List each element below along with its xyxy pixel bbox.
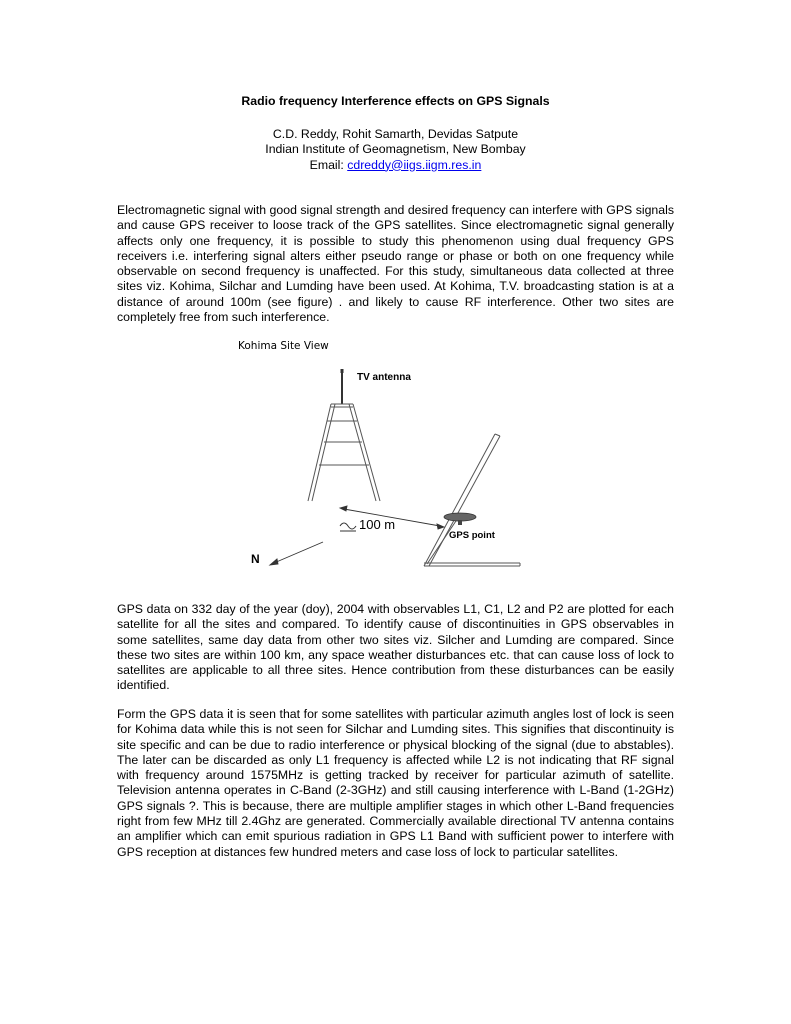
email-link[interactable]: cdreddy@iigs.iigm.res.in (347, 157, 482, 172)
email-line (0, 158, 791, 173)
distance-label: 100 m (359, 517, 396, 532)
paper-title: Radio frequency Interference effects on GPS Signals (241, 94, 550, 108)
paragraph-analysis: Form the GPS data it is seen that for some satellites with particular azimuth angles lost of lock is seen for Kohima data while this is not seen for Silchar and Lumding sites. This signifies that discontinuity is site specific and can be due to radio interference or physical blocking of the signal (due to abstables). The later can be discarded as only L1 frequency is affected while L2 is not indicating that RF signal with frequency around 1575MHz is getting tracked by receiver for particular azimuth of satellite. Television antenna operates in C-Band (2-3GHz) and still causing interference with L-Band (1-2GHz) GPS signals ?. This is because, there are multiple amplifier stages in which other L-Band frequencies right from few MHz till 2.4Ghz are generated. Commercially available directional TV antenna contains an amplifier which can emit spurious radiation in GPS L1 Band with sufficient power to interfere with GPS reception at distances few hundred meters and case loss of lock to particular satellites. (117, 707, 674, 859)
paragraph-data: GPS data on 332 day of the year (doy), 2004 with observables L1, C1, L2 and P2 are plotted for each satellite for all the sites and compared. To identify cause of discontinuities in GPS observables in some satellites, same day data from other two sites viz. Silcher and Lumding are compared. Since these two sites are within 100 km, any space weather disturbances etc. that can cause loss of lock to satellites are applicable to all three sites. Hence contribution from these disturbances can be easily identified. (117, 602, 674, 693)
tv-antenna-icon (308, 369, 380, 501)
north-label: N (251, 552, 260, 566)
tv-antenna-label: TV antenna (357, 372, 411, 383)
affiliation: Indian Institute of Geomagnetism, New Bombay (265, 142, 526, 157)
kohima-site-figure (230, 338, 530, 573)
author-block (0, 127, 791, 173)
gps-mast-icon (424, 434, 520, 566)
north-arrow-icon (270, 542, 323, 565)
gps-point-label: GPS point (449, 530, 495, 541)
paragraph-intro: Electromagnetic signal with good signal strength and desired frequency can interfere with GPS signals and cause GPS receiver to loose track of the GPS satellites. Since electromagnetic signal generally affects only one frequency, it is possible to study this phenomenon using dual frequency GPS receivers i.e. interfering signal alters either pseudo range or phase or both on one frequency while observable on second frequency is unaffected. For this study, simultaneous data collected at three sites viz. Kohima, Silchar and Lumding have been used. At Kohima, T.V. broadcasting station is at a distance of around 100m (see figure) . and likely to cause RF interference. Other two sites are completely free from such interference. (117, 203, 674, 325)
gps-antenna-icon (444, 513, 476, 525)
email-label: Email: (309, 157, 348, 172)
figure-caption: Kohima Site View (238, 340, 329, 352)
approx-tilde-icon (340, 523, 356, 531)
author-names: C.D. Reddy, Rohit Samarth, Devidas Satpute (272, 127, 519, 141)
